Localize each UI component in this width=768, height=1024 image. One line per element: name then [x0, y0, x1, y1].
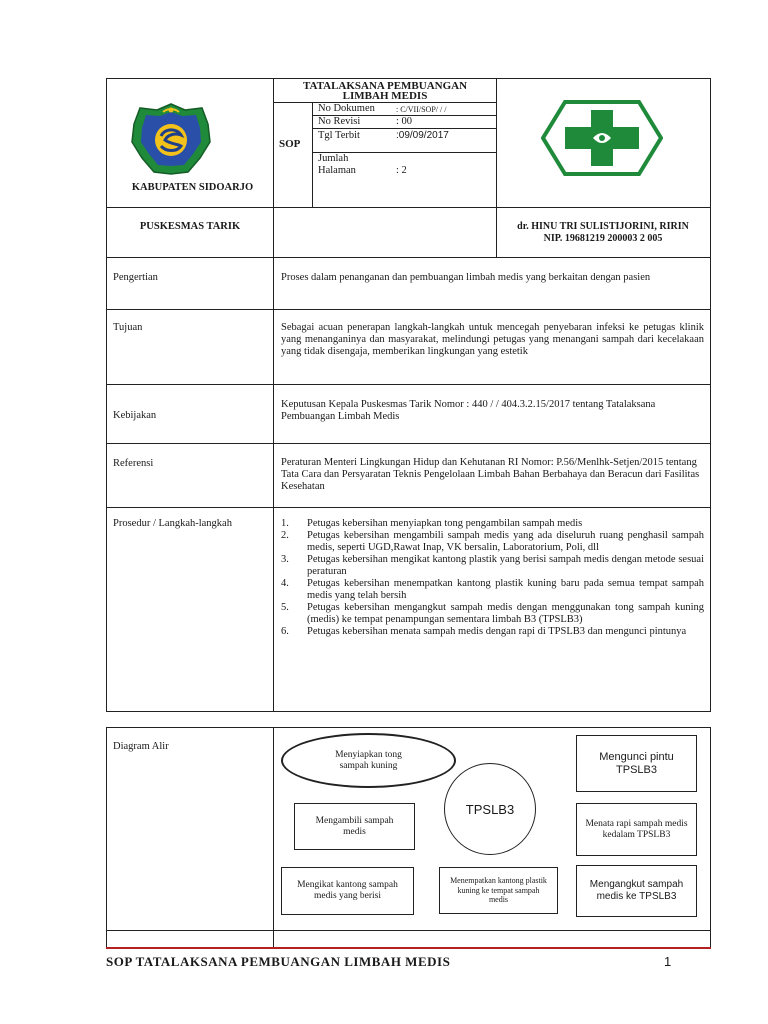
flow-tie-box [281, 867, 414, 915]
title-line-1: TATALAKSANA PEMBUANGAN [302, 80, 468, 92]
flow-center-label: TPSLB3 [465, 801, 515, 817]
puskesmas-cross-icon [541, 100, 663, 176]
footer-rule [106, 947, 711, 949]
flow-center-circle [444, 763, 536, 855]
flow-lock-label: Mengunci pintu TPSLB3 [599, 750, 674, 776]
doc-no-value: : C/VII/SOP/ / / [396, 105, 447, 114]
issue-date-value: :09/09/2017 [396, 130, 449, 141]
flow-place-box [439, 867, 558, 914]
tujuan-label: Tujuan [113, 322, 143, 333]
page-count-label-1: Jumlah [318, 153, 349, 164]
revision-value: : 00 [396, 116, 413, 127]
referensi-label: Referensi [113, 458, 154, 469]
step-item: 6. Petugas kebersihan menata sampah medis dengan rapi di TPSLB3 dan mengunci pintunya [281, 626, 687, 637]
flow-tie-label: Mengikat kantong sampah medis yang berisi [297, 880, 398, 901]
page-count-label-2: Halaman [318, 165, 356, 176]
sidoarjo-emblem-icon [130, 102, 212, 176]
flow-transport-label: Mengangkut sampah medis ke TPSLB3 [589, 879, 684, 902]
doc-no-label: No Dokumen [318, 103, 375, 114]
pengertian-text: Proses dalam penanganan dan pembuangan limbah medis yang berkaitan dengan pasien [281, 272, 651, 283]
diagram-label: Diagram Alir [113, 741, 169, 752]
page-count-value: : 2 [396, 165, 407, 176]
issue-date-label: Tgl Terbit [318, 130, 360, 141]
flow-lock-box [576, 735, 697, 792]
flow-collect-box [294, 803, 415, 850]
step-item: 2. Petugas kebersihan mengambili sampah medis yang ada diseluruh ruang penghasil sampah medis, seperti UGD,Rawat Inap, VK bersalin, Laboratorium, Poli, dll [281, 530, 704, 553]
flow-transport-box [576, 865, 697, 917]
referensi-text: Peraturan Menteri Lingkungan Hidup dan Kehutanan RI Nomor: P.56/Menlhk-Setjen/2015 tentang Tata Cara dan Persyaratan Teknis Pengelolaan Limbah Bahan Berbahaya dan Beracun dari Fasilitas Kesehatan [281, 457, 700, 492]
flow-place-label: Menempatkan kantong plastik kuning ke tempat sampah medis [450, 876, 547, 905]
step-item: 3. Petugas kebersihan mengikat kantong plastik yang berisi sampah medis dengan metode sesuai peraturan [281, 554, 704, 577]
pengertian-label: Pengertian [113, 272, 158, 283]
flow-arrange-label: Menata rapi sampah medis kedalam TPSLB3 [585, 818, 688, 840]
step-item: 1. Petugas kebersihan menyiapkan tong pengambilan sampah medis [281, 518, 583, 529]
flow-collect-label: Mengambili sampah medis [315, 815, 394, 837]
tujuan-text: Sebagai acuan penerapan langkah-langkah untuk mencegah penyebaran infeksi ke petugas klinik yang menanganinya dan masyarakat, melindungi petugas yang menangani sampah dari kecelakaan yang tidak disengaja, memberikan lingkungan yang estetik [281, 322, 704, 357]
page-number: 1 [664, 954, 672, 969]
kebijakan-label: Kebijakan [113, 410, 157, 421]
revision-label: No Revisi [318, 116, 361, 127]
step-item: 5. Petugas kebersihan mengangkut sampah medis dengan menggunakan tong sampah kuning (medis) ke tempat penampungan sementara limbah B3 (TPSLB3) [281, 602, 704, 625]
flow-arrange-box [576, 803, 697, 856]
footer-title: SOP TATALAKSANA PEMBUANGAN LIMBAH MEDIS [106, 954, 451, 969]
prosedur-label: Prosedur / Langkah-langkah [113, 518, 232, 529]
sop-label: SOP [279, 138, 301, 150]
signer-name: dr. HINU TRI SULISTIJORINI, RIRIN [517, 221, 689, 232]
puskesmas-name: PUSKESMAS TARIK [139, 221, 241, 232]
procedure-steps [281, 518, 704, 638]
title-line-2: LIMBAH MEDIS [342, 90, 428, 102]
flow-start-label: Menyiapkan tong sampah kuning [335, 749, 402, 771]
step-item: 4. Petugas kebersihan menempatkan kantong plastik kuning baru pada semua tempat sampah medis yang telah bersih [281, 578, 704, 601]
flow-start-ellipse [281, 733, 456, 788]
kebijakan-text: Keputusan Kepala Puskesmas Tarik Nomor : 440 / / 404.3.2.15/2017 tentang Tatalaksana Pembuangan Limbah Medis [281, 399, 656, 422]
district-name: KABUPATEN SIDOARJO [131, 182, 254, 193]
signer-nip: NIP. 19681219 200003 2 005 [543, 233, 663, 244]
